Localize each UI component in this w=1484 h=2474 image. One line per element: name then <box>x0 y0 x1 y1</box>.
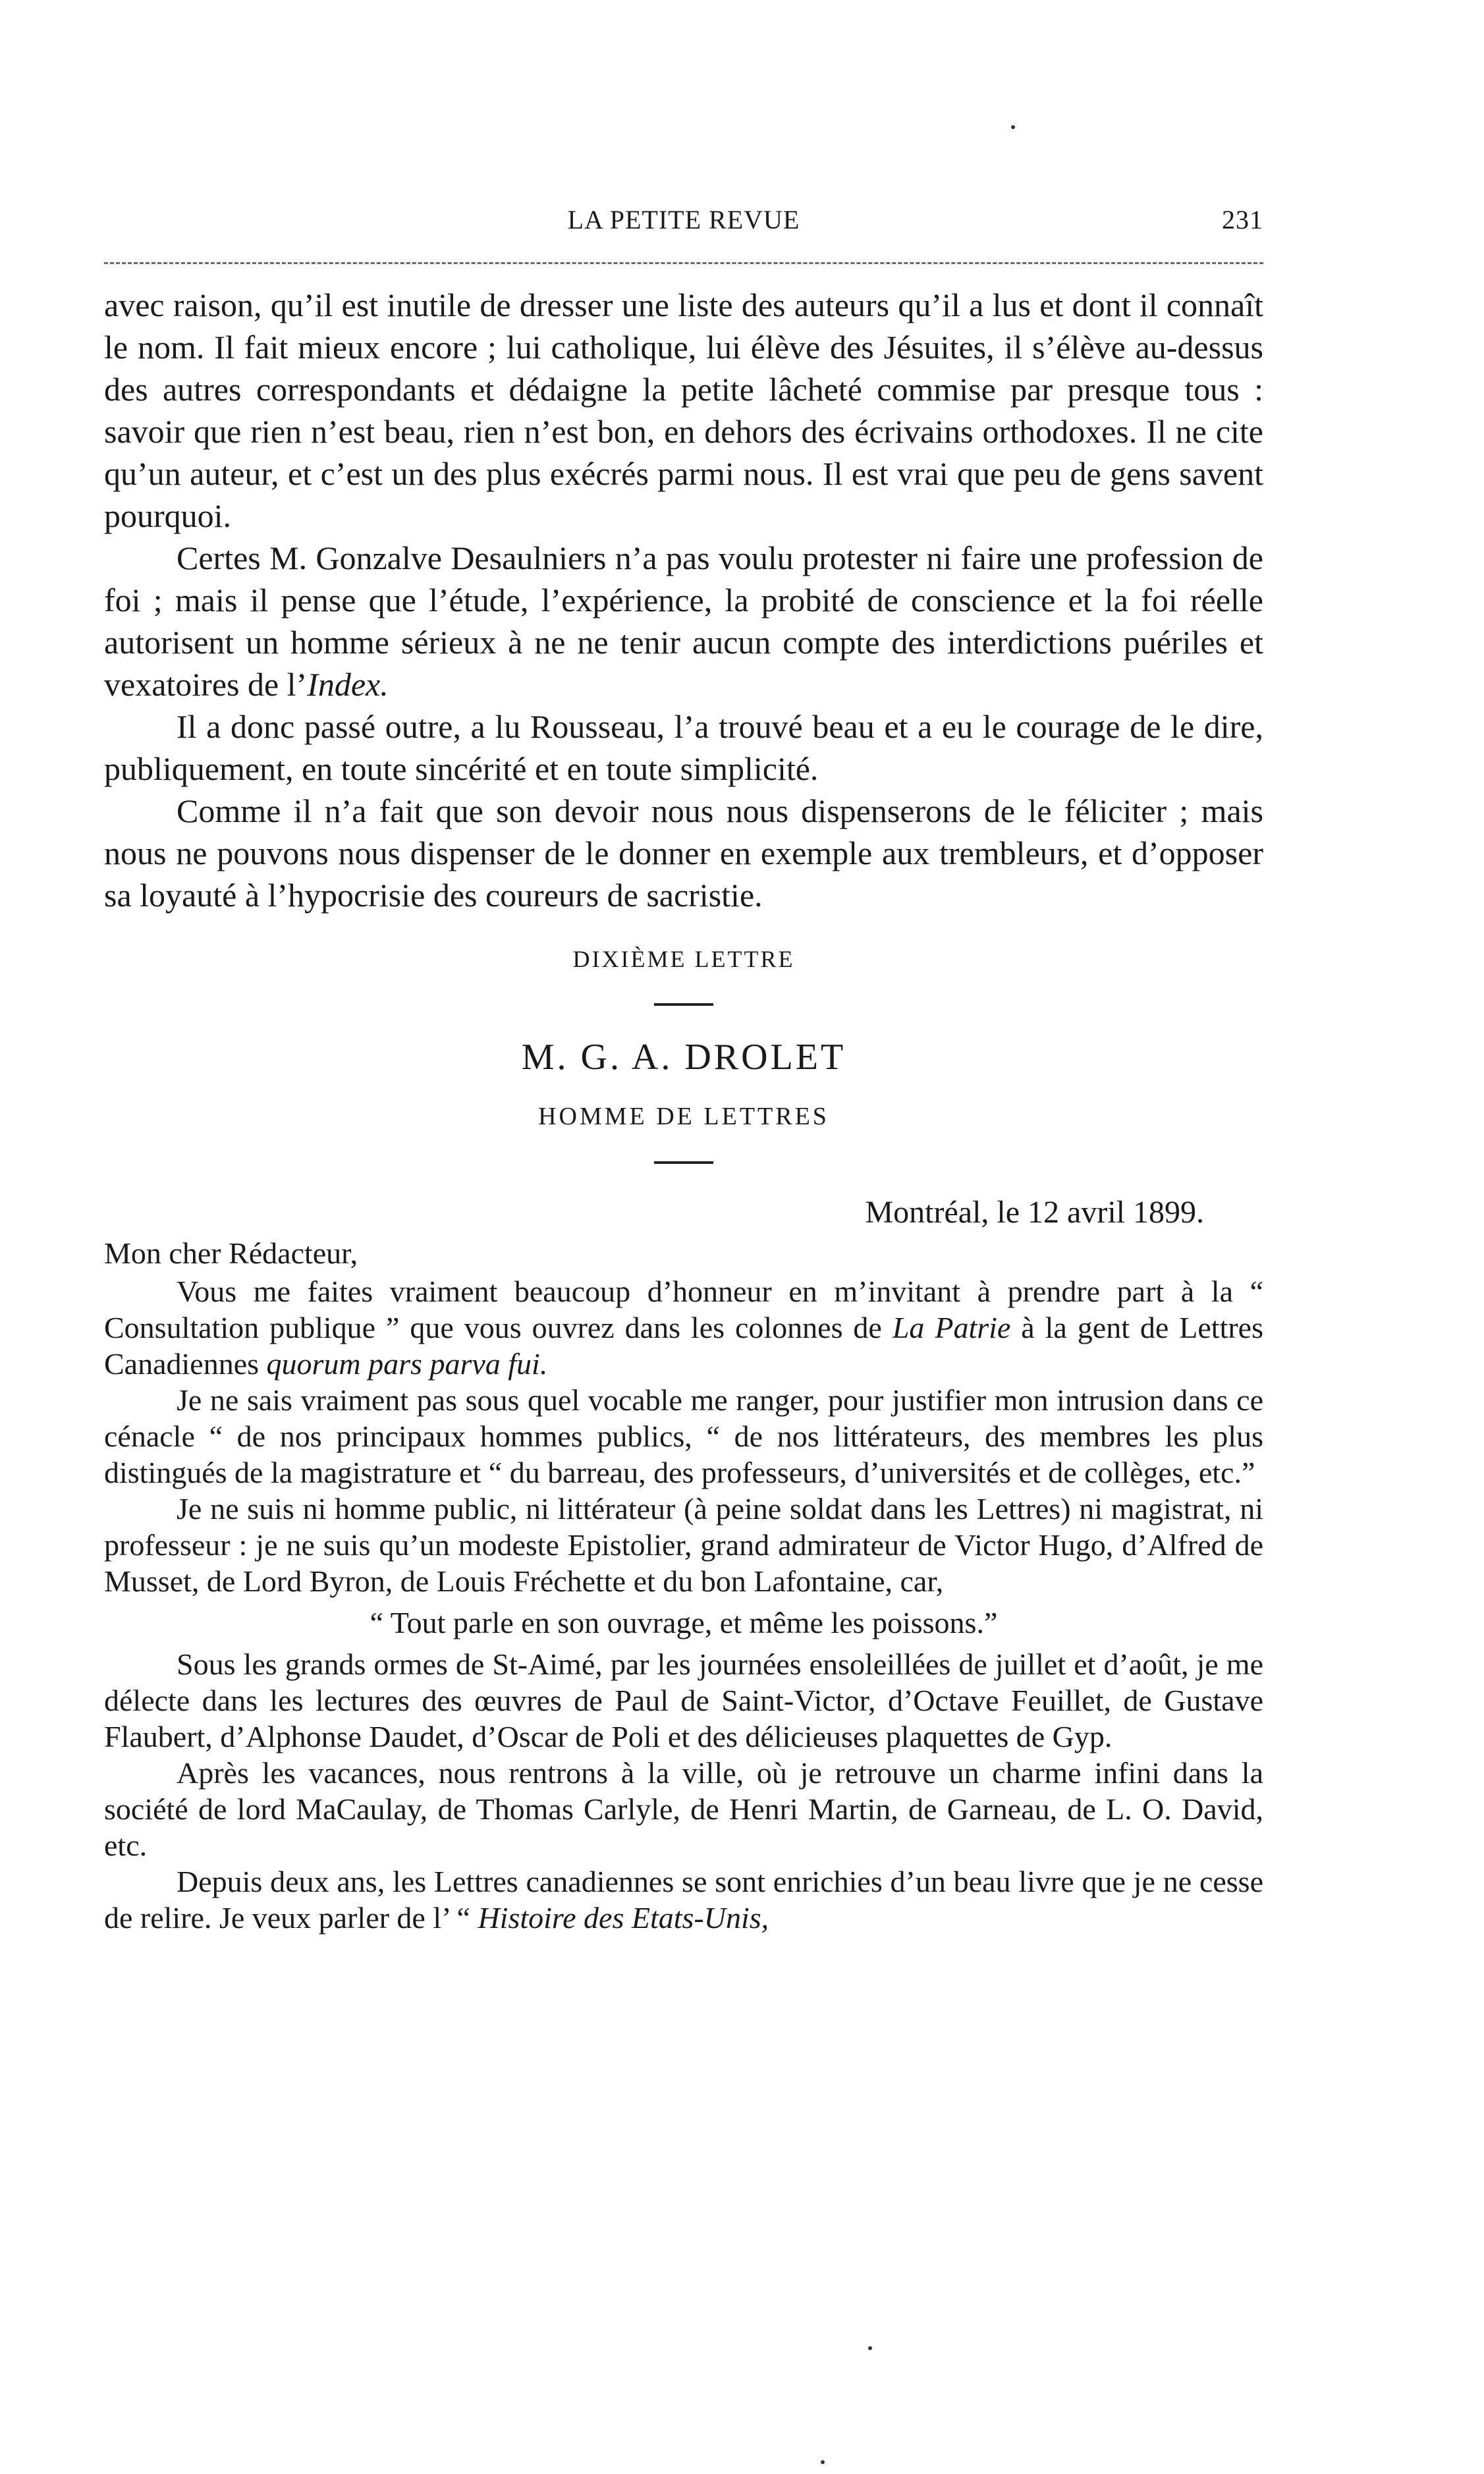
letter-paragraph-3: Je ne suis ni homme public, ni littérateur (à peine soldat dans les Lettres) ni magistrat, ni professeur : je ne suis qu’un modeste Epistolier, grand admirateur de Victor Hugo, d’Alfred de Musset, de Lord Byron, de Louis Fréchette et du bon Lafontaine, car, <box>104 1492 1263 1598</box>
la-patrie: La Patrie <box>892 1311 1011 1344</box>
verse-quote: “ Tout parle en son ouvrage, et même les poissons.” <box>370 1606 998 1639</box>
running-title: LA PETITE REVUE <box>567 205 800 234</box>
letter-paragraph-2: Je ne sais vraiment pas sous quel vocable me ranger, pour justifier mon intrusion dans ce cénacle “ de nos principaux hommes publics, “ de nos littérateurs, des membres les plus distingués de la magistrature et “ du barreau, des professeurs, d’universités et de collèges, etc.” <box>104 1383 1263 1489</box>
letter-paragraph-4: Sous les grands ormes de St-Aimé, par les journées ensoleillées de juillet et d’août, je me délecte dans les lectures des œuvres de Paul de Saint-Victor, d’Octave Feuillet, de Gustave Flaubert, d’Alphonse Daudet, d’Oscar de Poli et des délicieuses plaquettes de Gyp. <box>104 1647 1263 1753</box>
body-paragraph-2-text: Certes M. Gonzalve Desaulniers n’a pas voulu protester ni faire une profession de foi ; mais il pense que l’étude, l’expérience, la probité de conscience et la foi réelle autorisent un homme sérieux à ne ne tenir aucun compte des interdictions puériles et vexatoires de l’ <box>104 539 1263 703</box>
body-paragraph-3: Il a donc passé outre, a lu Rousseau, l’a trouvé beau et a eu le courage de le dire, publiquement, en toute sincérité et en toute simplicité. <box>104 708 1263 787</box>
running-header <box>104 198 1263 250</box>
page <box>104 198 1263 1936</box>
letter-label: DIXIÈME LETTRE <box>572 946 795 972</box>
letter-dateline: Montréal, le 12 avril 1899. <box>865 1195 1204 1230</box>
letter-p6-a: Depuis deux ans, les Lettres canadiennes se sont enrichies d’un beau livre que je ne cesse de relire. Je veux parler de l’ “ <box>104 1865 1263 1935</box>
letter-p1-a: Vous me faites vraiment beaucoup d’honneur en m’invitant à prendre part à la “ Consultation publique ” que vous ouvrez dans les colonnes de <box>104 1275 1263 1344</box>
body-paragraph-4: Comme il n’a fait que son devoir nous nous dispenserons de le féliciter ; mais nous ne pouvons nous dispenser de le donner en exemple aux trembleurs, et d’opposer sa loyauté à l’hypocrisie des coureurs de sacristie. <box>104 792 1263 914</box>
letter-paragraph-5: Après les vacances, nous rentrons à la ville, où je retrouve un charme infini dans la société de lord MaCaulay, de Thomas Carlyle, de Henri Martin, de Garneau, de L. O. David, etc. <box>104 1756 1263 1862</box>
page-number: 231 <box>1222 205 1263 234</box>
author-name: M. G. A. DROLET <box>521 1037 846 1078</box>
speck <box>821 2460 825 2464</box>
article-body <box>104 284 1263 916</box>
body-paragraph-2 <box>104 537 1263 705</box>
section-rule-1 <box>654 1003 713 1006</box>
index-word: Index. <box>307 666 389 703</box>
letter-p1-b: à la gent de Lettres Canadiennes <box>104 1311 1264 1381</box>
letter-paragraph-6 <box>104 1863 1263 1936</box>
section-rule-2 <box>654 1161 713 1164</box>
letter-salutation: Mon cher Rédacteur, <box>104 1236 358 1270</box>
author-title: HOMME DE LETTRES <box>538 1103 829 1130</box>
speck <box>868 2346 872 2350</box>
letter-paragraph-1 <box>104 1273 1263 1382</box>
book-title: Histoire des Etats-Unis, <box>478 1901 769 1935</box>
latin-quote: quorum pars parva fui. <box>266 1347 548 1381</box>
speck <box>1011 125 1015 129</box>
header-rule <box>104 262 1263 264</box>
body-paragraph-1: avec raison, qu’il est inutile de dresser une liste des auteurs qu’il a lus et dont il connaît le nom. Il fait mieux encore ; lui catholique, lui élève des Jésuites, il s’élève au-dessus des autres correspondants et dédaigne la petite lâcheté commise par presque tous : savoir que rien n’est beau, rien n’est bon, en dehors des écrivains orthodoxes. Il ne cite qu’un auteur, et c’est un des plus exécrés parmi nous. Il est vrai que peu de gens savent pourquoi. <box>104 287 1263 534</box>
letter <box>104 1194 1263 1936</box>
